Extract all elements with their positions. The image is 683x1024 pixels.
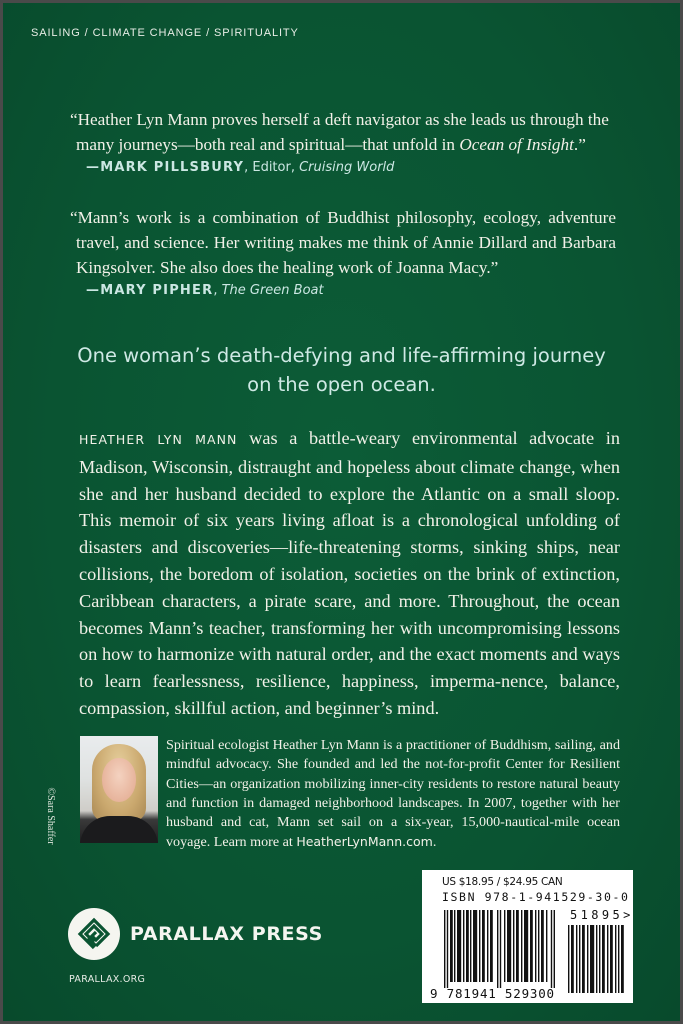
attribution-publication: The Green Boat xyxy=(221,283,324,298)
barcode-panel xyxy=(422,870,633,1003)
quote-text-main: “Heather Lyn Mann proves herself a deft navigator as she leads us through the many journeys—both real and spiritual—that unfold in xyxy=(70,110,609,154)
photo-credit: ©Sara Shaffer xyxy=(45,787,56,845)
publisher-name: PARALLAX PRESS xyxy=(130,923,323,945)
quote-book-title: Ocean of Insight xyxy=(459,135,574,154)
bio-text: Spiritual ecologist Heather Lyn Mann is a practitioner of Buddhism, sailing, and mindful advocacy. She founded and led the not-for-profit Center for Resilient Cities—an organization mobilizing inner-city residents to restore natural beauty and function in damaged neighborhood landscapes. In 2007, together with her husband and cat, Mann set sail on a six-year, 15,000-nautical-mile ocean voyage. Learn more at xyxy=(166,737,620,851)
attribution-role: , Editor, xyxy=(244,160,300,175)
description-body: was a battle-weary environmental advocate in Madison, Wisconsin, distraught and hopeless about climate change, when she and her husband decided to explore the Atlantic on a small sloop. This memoir of six years living afloat is a chronological unfolding of disasters and discoveries—life-threatening storms, sinking ships, near collisions, the boredom of isolation, societies on the brink of extinction, Caribbean characters, a pirate scare, and more. Throughout, the ocean becomes Mann’s teacher, transforming her with uncompromising lessons on how to harmonize with natural order, and the exact moments and ways to learn fearlessness, resilience, happiness, imperma-nence, balance, compassion, skillful action, and beginner’s mind. xyxy=(79,428,621,718)
quote-attribution xyxy=(86,280,616,302)
price-code-label: 51895> xyxy=(570,908,634,922)
blurb-quote-1 xyxy=(70,107,616,179)
tagline: One woman’s death-defying and life-affirming journey on the open ocean. xyxy=(77,344,606,396)
ean-barcode xyxy=(444,910,555,988)
author-photo xyxy=(80,736,158,843)
ean-digits: 9 781941 529300 xyxy=(430,986,555,1001)
attribution-publication: Cruising World xyxy=(299,160,395,175)
author-website-link[interactable]: HeatherLynMann.com xyxy=(296,834,433,850)
bio-end: . xyxy=(432,834,437,851)
attribution-separator: , xyxy=(213,283,222,298)
attribution-name: —MARY PIPHER xyxy=(86,283,214,298)
publisher-url[interactable]: PARALLAX.ORG xyxy=(69,974,146,985)
quote-text-end: .” xyxy=(573,135,586,154)
category-label: SAILING / CLIMATE CHANGE / SPIRITUALITY xyxy=(31,27,299,39)
quote-text: “Mann’s work is a combination of Buddhist philosophy, ecology, adventure travel, and science. Her writing makes me think of Annie Dillard and Barbara Kingsolver. She also does the healing work of Joanna Macy.” xyxy=(70,208,616,277)
price-label: US $18.95 / $24.95 CAN xyxy=(442,876,563,888)
attribution-name: —MARK PILLSBURY xyxy=(86,160,245,175)
author-bio xyxy=(166,736,620,853)
photo-body xyxy=(80,816,158,843)
quote-text xyxy=(70,107,616,157)
spiral-square-logo-icon xyxy=(68,908,120,960)
blurb-quote-2 xyxy=(70,205,616,302)
description-author-name: HEATHER LYN MANN xyxy=(79,432,238,447)
book-back-cover xyxy=(3,3,680,1021)
book-description xyxy=(79,425,620,722)
isbn-label: ISBN 978-1-941529-30-0 xyxy=(442,890,630,904)
quote-attribution xyxy=(86,157,616,179)
price-addon-barcode xyxy=(568,925,624,993)
photo-face xyxy=(102,758,136,802)
publisher-logo xyxy=(68,908,323,960)
